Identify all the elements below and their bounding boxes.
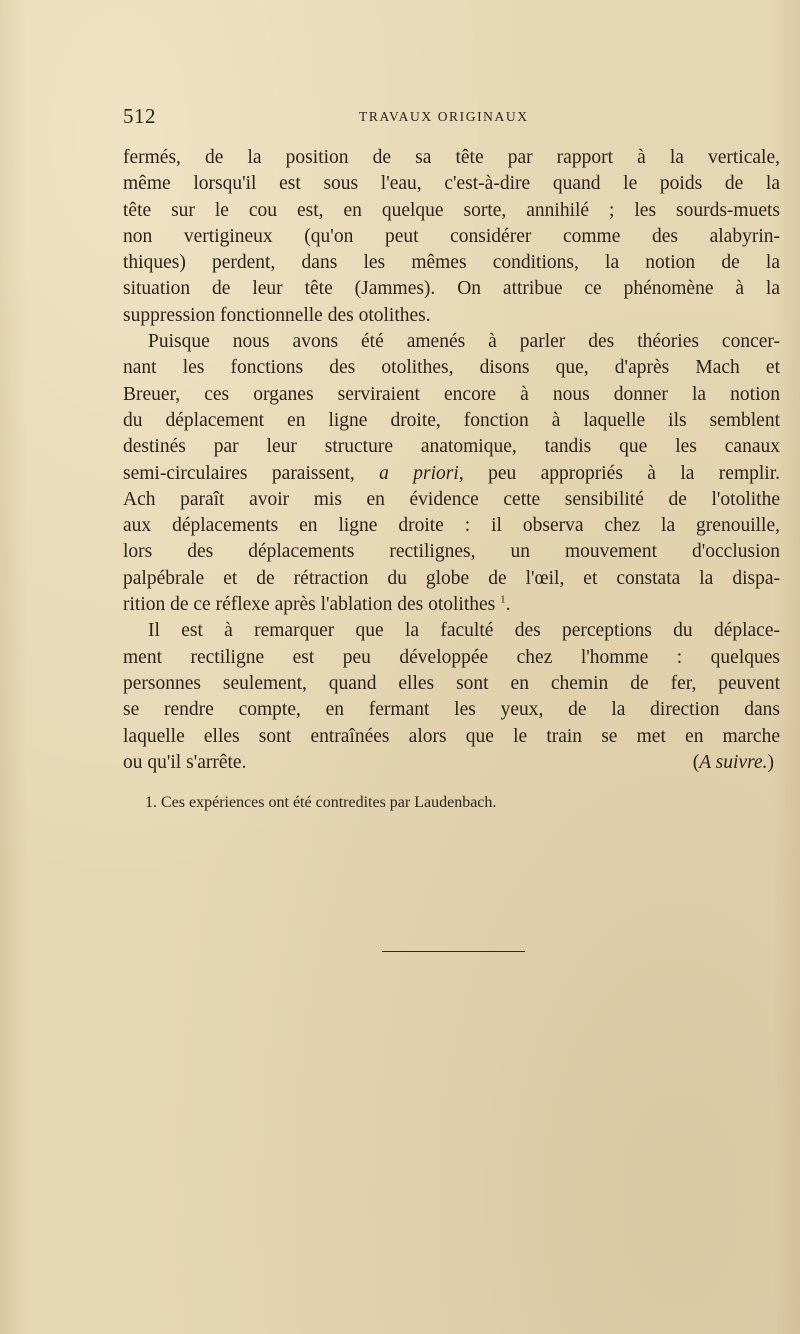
text-line: se rendre compte, en fermant les yeux, de la direction dans xyxy=(123,699,780,721)
text-segment: ou qu'il s'arrête. xyxy=(123,751,247,773)
text-line: thiques) perdent, dans les mêmes conditions, la notion de la xyxy=(123,252,780,274)
text-line-with-footnote-ref xyxy=(123,592,780,618)
final-line xyxy=(123,750,780,776)
text-line: du déplacement en ligne droite, fonction à laquelle ils semblent xyxy=(123,409,780,431)
text-line: personnes seulement, quand elles sont en chemin de fer, peuvent xyxy=(123,672,780,694)
text-line: laquelle elles sont entraînées alors que le train se met en marche xyxy=(123,725,780,747)
text-line: nant les fonctions des otolithes, disons que, d'après Mach et xyxy=(123,357,780,379)
text-line: même lorsqu'il est sous l'eau, c'est-à-dire quand le poids de la xyxy=(123,173,780,195)
text-segment: semi-circulaires paraissent, xyxy=(123,462,355,484)
footnote-number: 1. xyxy=(145,794,157,811)
text-line: Breuer, ces organes serviraient encore à nous donner la notion xyxy=(123,383,780,405)
running-header xyxy=(123,101,780,131)
text-line: lors des déplacements rectilignes, un mouvement d'occlusion xyxy=(123,541,780,563)
end-rule xyxy=(382,951,525,952)
paragraph-start-line: Il est à remarquer que la faculté des perceptions du déplace- xyxy=(148,620,780,642)
text-line: fermés, de la position de sa tête par rapport à la verticale, xyxy=(123,147,780,168)
footnote-reference: 1 xyxy=(500,593,506,606)
text-line: Ach paraît avoir mis en évidence cette sensibilité de l'otolithe xyxy=(123,488,780,510)
text-segment: , peu appropriés à la remplir. xyxy=(458,462,781,484)
text-line: destinés par leur structure anatomique, tandis que les canaux xyxy=(123,436,780,458)
paragraph-start-line: Puisque nous avons été amenés à parler des théories concer- xyxy=(148,331,780,353)
text-line: non vertigineux (qu'on peut considérer comme des alabyrin- xyxy=(123,225,780,247)
text-segment: rition de ce réflexe après l'ablation des otolithes xyxy=(123,594,496,616)
continuation-open-paren: ( xyxy=(692,751,700,773)
text-line: suppression fonctionnelle des otolithes. xyxy=(123,304,431,326)
text-line: tête sur le cou est, en quelque sorte, annihilé ; les sourds-muets xyxy=(123,199,780,221)
continuation-italic: A suivre. xyxy=(699,751,768,773)
section-title: TRAVAUX ORIGINAUX xyxy=(359,109,529,124)
footnote xyxy=(145,791,780,815)
text-line: palpébrale et de rétraction du globe de l'œil, et constata la dispa- xyxy=(123,567,780,589)
text-line: aux déplacements en ligne droite : il observa chez la grenouille, xyxy=(123,515,780,537)
continuation-close-paren: ) xyxy=(767,751,774,773)
italic-phrase: a priori xyxy=(379,462,459,484)
text-line: ment rectiligne est peu développée chez l'homme : quelques xyxy=(123,646,780,668)
text-line-with-italic xyxy=(123,461,780,487)
footnote-text: Ces expériences ont été contredites par Laudenbach. xyxy=(161,794,497,811)
page-number: 512 xyxy=(123,104,156,128)
text-line: situation de leur tête (Jammes). On attribue ce phénomène à la xyxy=(123,278,780,300)
body-text xyxy=(123,145,780,776)
text-segment: . xyxy=(505,594,511,616)
continuation-note xyxy=(693,750,780,776)
